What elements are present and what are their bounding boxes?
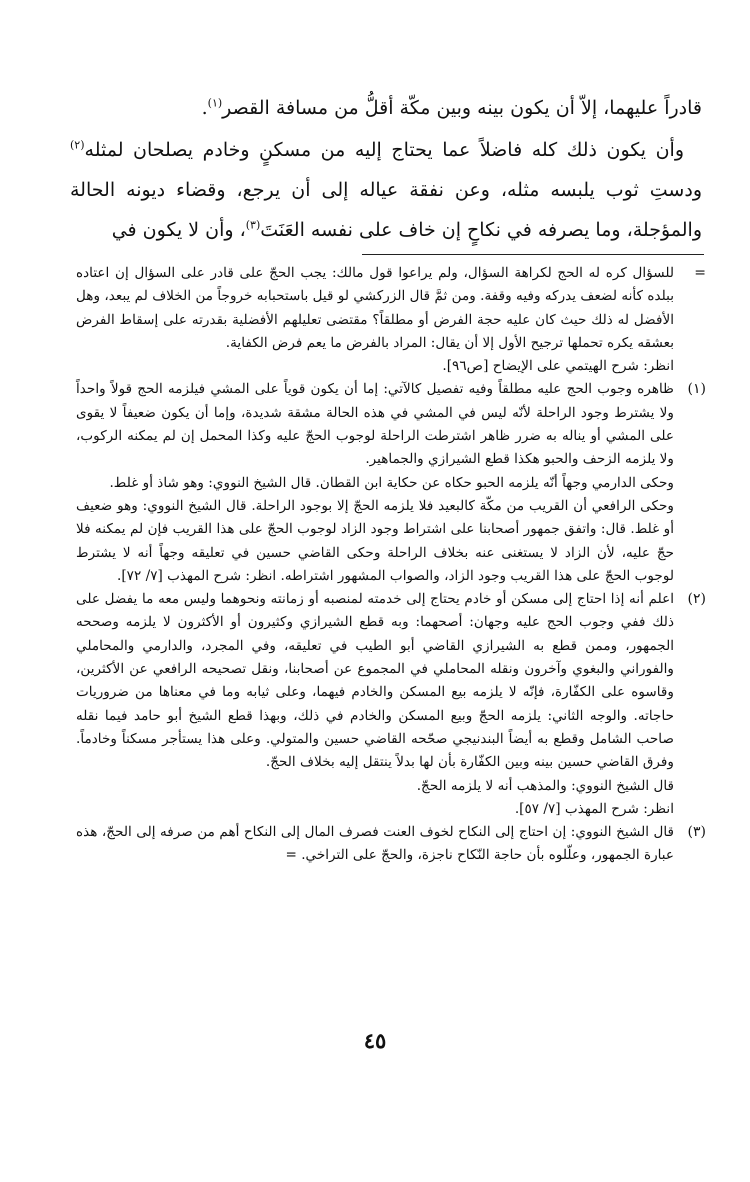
main-paragraph-1: قادراً عليهما، إلاّ أن يكون بينه وبين مكّة أقلُّ من مسافة القصر$^{(١)}$. — [201, 96, 702, 119]
footnote-3 — [76, 821, 708, 868]
footnote-marker: = — [694, 265, 706, 281]
footnote-ref-1[interactable]: (١) — [207, 96, 223, 110]
footnote-2 — [76, 588, 708, 821]
main-paragraph-2: وأن يكون ذلك كله فاضلاً عما يحتاج إليه من مسكنٍ وخادم يصلحان لمثله$^{(٢)}$ ودستِ ثوب يلبسه مثله، وعن نفقة عياله إلى أن يرجع، وقضاء ديونه الحالة والمؤجلة، وما يصرفه في نكاحٍ إن خاف على نفسه العَنَتَ$^{(٣)}$، وأن لا يكون في — [70, 138, 702, 241]
footnotes — [76, 262, 708, 868]
footnote-line: انظر: شرح الهيتمي على الإيضاح [ص٩٦]. — [442, 358, 674, 375]
page-number: ٤٥ — [363, 1028, 387, 1053]
footnote-marker: (١) — [687, 381, 706, 398]
footnote-line: للسؤال كره له الحج لكراهة السؤال، ولم يراعوا قول مالك: يجب الحجّ على قادر على السؤال إن اعتاده ببلده كأنه لضعف يدركه وفيه وقفة. ومن ثمَّ قال الزركشي لو قيل باستحبابه خروجاً من الخلاف لم يبعد، وهل الأفضل له ذلك حيث كان عليه حجة الفرض أو مطلقاً؟ مقتضى تعليلهم الأفضلية بقدرته على إسقاط الفرض بعشقه يكره تحملها ترجيح الأول إلا أن يقال: المراد بالفرض ما يعم فرض الكفاية. — [76, 265, 674, 351]
footnote-continued — [76, 262, 708, 378]
footnote-line: وحكى الرافعي أن القريب من مكّة كالبعيد فلا يلزمه الحجّ إلا بوجود الراحلة. قال الشيخ النووي: وهو ضعيف أو غلط. قال: واتفق جمهور أصحابنا على اشتراط وجود الزاد لوجوب الحجّ على هذا القريب فإن لم يمكنه فلا حجّ عليه، لأن الزاد لا يستغنى عنه بخلاف الراحلة وحكى القاضي حسين في تعليقه وجهاً أنه لا يشترط لوجوب الحجّ على هذا القريب وجود الزاد، والصواب المشهور اشتراطه. انظر: شرح المهذب [٧/ ٧٢]. — [76, 497, 674, 584]
footnote-line: ظاهره وجوب الحج عليه مطلقاً وفيه تفصيل كالآتي: إما أن يكون قوياً على المشي فيلزمه الحج قولاً واحداً ولا يشترط وجود الراحلة لأنّه ليس في المشي في هذه الحالة مشقة شديدة، وإما أن يكون ضعيفاً لا يقوى على المشي أو يناله به ضرر ظاهر اشترطت الراحلة لوجوب الحجّ عليه وكذا المحمل إن لم يمكنه الركوب، ولا يلزمه الزحف والحبو هكذا قطع الشيرازي والجماهير. — [76, 381, 674, 468]
footnote-separator — [362, 254, 704, 255]
main-text — [70, 88, 702, 250]
footnote-line: انظر: شرح المهذب [٧/ ٥٧]. — [514, 800, 674, 817]
footnote-line: قال الشيخ النووي: والمذهب أنه لا يلزمه الحجّ. — [416, 777, 674, 794]
footnote-line: اعلم أنه إذا احتاج إلى مسكن أو خادم يحتاج إلى خدمته لمنصبه أو زمانته ونحوهما وليس معه ما يفضل على ذلك ففي وجوب الحج عليه وجهان: أصحهما: وبه قطع الشيرازي وكثيرون أو الأكثرون لا يلزمه وصححه الجمهور، وممن قطع به الشيرازي القاضي أبو الطيب في تعليقه، وفي المجرد، والدارمي والمحاملي والفوراني والبغوي وآخرون ونقله المحاملي في المجموع عن أصحابنا، ونقل تصحيحه الرافعي عن الأكثرين، وقاسوه على الكفّارة، فإنّه لا يلزمه بيع المسكن والخادم فيهما، وعلى ثيابه وما في معناها من ضروريات حاجاته. والوجه الثاني: يلزمه الحجّ وبيع المسكن والخادم في ذلك، وبهذا قطع الشيخ أبو حامد فيما نقله صاحب الشامل وقطع به أيضاً البندنيجي صحّحه القاضي حسين والمتولي. وعلى هذا يستأجر مسكناً وخادماً. وفرق القاضي حسين بينه وبين الكفّارة بأن لها بدلاً ينتقل إليه بخلاف الحجّ. — [76, 591, 674, 771]
footnote-line: وحكى الدارمي وجهاً أنّه يلزمه الحبو حكاه عن حكاية ابن القطان. قال الشيخ النووي: وهو شاذ أو غلط. — [109, 474, 674, 491]
footnote-ref-3[interactable]: (٣) — [245, 218, 261, 232]
footnote-marker: (٢) — [687, 591, 706, 608]
footnote-1 — [76, 378, 708, 588]
footnote-line: قال الشيخ النووي: إن احتاج إلى النكاح لخوف العنت فصرف المال إلى النكاح أهم من صرفه إلى الحجّ، هذه عبارة الجمهور، وعلّلوه بأن حاجة النّكاح ناجزة، والحجّ على التراخي. = — [76, 824, 674, 864]
footnote-ref-2[interactable]: (٢) — [70, 138, 85, 152]
footnote-marker: (٣) — [687, 824, 706, 841]
